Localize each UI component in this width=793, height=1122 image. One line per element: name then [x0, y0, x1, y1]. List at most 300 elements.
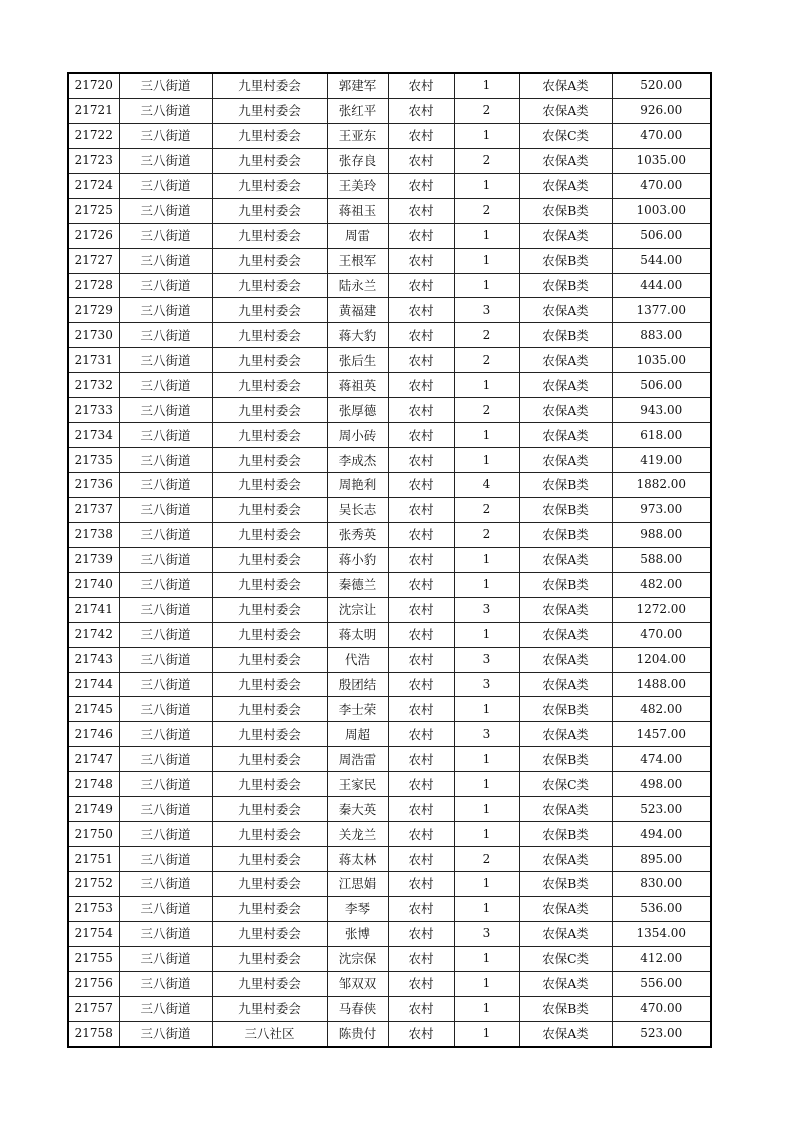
record-id-cell: 21738: [68, 522, 119, 547]
insurance-category-cell: 农保A类: [519, 73, 612, 98]
household-count-cell: 2: [454, 522, 519, 547]
record-id-cell: 21728: [68, 273, 119, 298]
committee-cell: 九里村委会: [212, 772, 327, 797]
table-row: [68, 622, 711, 647]
household-count-cell: 2: [454, 847, 519, 872]
household-count-cell: 1: [454, 971, 519, 996]
insurance-category-cell: 农保A类: [519, 148, 612, 173]
amount-cell: 1204.00: [612, 647, 711, 672]
area-type-cell: 农村: [388, 522, 454, 547]
record-id-cell: 21746: [68, 722, 119, 747]
insurance-category-cell: 农保A类: [519, 647, 612, 672]
insurance-category-cell: 农保A类: [519, 173, 612, 198]
table-row: [68, 747, 711, 772]
person-name-cell: 殷团结: [327, 672, 388, 697]
table-row: [68, 921, 711, 946]
area-type-cell: 农村: [388, 597, 454, 622]
insurance-category-cell: 农保B类: [519, 273, 612, 298]
person-name-cell: 王根军: [327, 248, 388, 273]
person-name-cell: 张存良: [327, 148, 388, 173]
record-id-cell: 21727: [68, 248, 119, 273]
amount-cell: 943.00: [612, 398, 711, 423]
area-type-cell: 农村: [388, 797, 454, 822]
committee-cell: 九里村委会: [212, 423, 327, 448]
committee-cell: 九里村委会: [212, 323, 327, 348]
table-row: [68, 348, 711, 373]
table-row: [68, 123, 711, 148]
household-count-cell: 2: [454, 497, 519, 522]
person-name-cell: 张后生: [327, 348, 388, 373]
household-count-cell: 2: [454, 323, 519, 348]
table-row: [68, 597, 711, 622]
record-id-cell: 21748: [68, 772, 119, 797]
person-name-cell: 蒋太明: [327, 622, 388, 647]
record-id-cell: 21743: [68, 647, 119, 672]
amount-cell: 1354.00: [612, 921, 711, 946]
table-row: [68, 896, 711, 921]
committee-cell: 九里村委会: [212, 348, 327, 373]
area-type-cell: 农村: [388, 497, 454, 522]
household-count-cell: 1: [454, 1021, 519, 1046]
amount-cell: 506.00: [612, 223, 711, 248]
area-type-cell: 农村: [388, 73, 454, 98]
table-row: [68, 722, 711, 747]
household-count-cell: 1: [454, 273, 519, 298]
amount-cell: 1882.00: [612, 473, 711, 498]
amount-cell: 474.00: [612, 747, 711, 772]
street-cell: 三八街道: [119, 1021, 212, 1046]
area-type-cell: 农村: [388, 148, 454, 173]
record-id-cell: 21742: [68, 622, 119, 647]
table-row: [68, 173, 711, 198]
table-row: [68, 822, 711, 847]
household-count-cell: 1: [454, 423, 519, 448]
person-name-cell: 李成杰: [327, 448, 388, 473]
table-row: [68, 672, 711, 697]
person-name-cell: 张红平: [327, 98, 388, 123]
person-name-cell: 张厚德: [327, 398, 388, 423]
person-name-cell: 王美玲: [327, 173, 388, 198]
household-count-cell: 2: [454, 148, 519, 173]
person-name-cell: 黄福建: [327, 298, 388, 323]
person-name-cell: 马春侠: [327, 996, 388, 1021]
household-count-cell: 2: [454, 98, 519, 123]
person-name-cell: 周艳利: [327, 473, 388, 498]
street-cell: 三八街道: [119, 398, 212, 423]
household-count-cell: 1: [454, 173, 519, 198]
street-cell: 三八街道: [119, 647, 212, 672]
table-row: [68, 223, 711, 248]
committee-cell: 九里村委会: [212, 547, 327, 572]
amount-cell: 494.00: [612, 822, 711, 847]
table-row: [68, 423, 711, 448]
area-type-cell: 农村: [388, 547, 454, 572]
committee-cell: 九里村委会: [212, 572, 327, 597]
insurance-category-cell: 农保A类: [519, 1021, 612, 1046]
amount-cell: 444.00: [612, 273, 711, 298]
household-count-cell: 1: [454, 123, 519, 148]
household-count-cell: 1: [454, 73, 519, 98]
street-cell: 三八街道: [119, 996, 212, 1021]
record-id-cell: 21722: [68, 123, 119, 148]
person-name-cell: 秦大英: [327, 797, 388, 822]
table-row: [68, 398, 711, 423]
committee-cell: 九里村委会: [212, 98, 327, 123]
area-type-cell: 农村: [388, 198, 454, 223]
insurance-category-cell: 农保B类: [519, 248, 612, 273]
committee-cell: 九里村委会: [212, 448, 327, 473]
insurance-category-cell: 农保A类: [519, 348, 612, 373]
record-id-cell: 21745: [68, 697, 119, 722]
amount-cell: 520.00: [612, 73, 711, 98]
household-count-cell: 1: [454, 373, 519, 398]
street-cell: 三八街道: [119, 348, 212, 373]
insurance-category-cell: 农保A类: [519, 847, 612, 872]
area-type-cell: 农村: [388, 398, 454, 423]
household-count-cell: 1: [454, 572, 519, 597]
amount-cell: 973.00: [612, 497, 711, 522]
insurance-category-cell: 农保C类: [519, 772, 612, 797]
record-id-cell: 21730: [68, 323, 119, 348]
committee-cell: 九里村委会: [212, 946, 327, 971]
street-cell: 三八街道: [119, 572, 212, 597]
street-cell: 三八街道: [119, 772, 212, 797]
insurance-category-cell: 农保B类: [519, 323, 612, 348]
person-name-cell: 吴长志: [327, 497, 388, 522]
person-name-cell: 沈宗让: [327, 597, 388, 622]
committee-cell: 九里村委会: [212, 896, 327, 921]
street-cell: 三八街道: [119, 323, 212, 348]
street-cell: 三八街道: [119, 672, 212, 697]
household-count-cell: 1: [454, 622, 519, 647]
amount-cell: 470.00: [612, 123, 711, 148]
insurance-category-cell: 农保A类: [519, 896, 612, 921]
insurance-category-cell: 农保C类: [519, 123, 612, 148]
area-type-cell: 农村: [388, 847, 454, 872]
record-id-cell: 21751: [68, 847, 119, 872]
committee-cell: 九里村委会: [212, 123, 327, 148]
committee-cell: 九里村委会: [212, 797, 327, 822]
table-row: [68, 98, 711, 123]
household-count-cell: 1: [454, 797, 519, 822]
household-count-cell: 1: [454, 872, 519, 897]
person-name-cell: 陆永兰: [327, 273, 388, 298]
street-cell: 三八街道: [119, 747, 212, 772]
street-cell: 三八街道: [119, 797, 212, 822]
person-name-cell: 陈贵付: [327, 1021, 388, 1046]
amount-cell: 523.00: [612, 1021, 711, 1046]
street-cell: 三八街道: [119, 896, 212, 921]
insurance-category-cell: 农保B类: [519, 747, 612, 772]
amount-cell: 544.00: [612, 248, 711, 273]
amount-cell: 506.00: [612, 373, 711, 398]
household-count-cell: 1: [454, 946, 519, 971]
person-name-cell: 蒋祖英: [327, 373, 388, 398]
amount-cell: 1377.00: [612, 298, 711, 323]
record-id-cell: 21758: [68, 1021, 119, 1046]
area-type-cell: 农村: [388, 223, 454, 248]
area-type-cell: 农村: [388, 173, 454, 198]
person-name-cell: 蒋大豹: [327, 323, 388, 348]
amount-cell: 482.00: [612, 572, 711, 597]
insurance-category-cell: 农保B类: [519, 522, 612, 547]
area-type-cell: 农村: [388, 473, 454, 498]
insurance-category-cell: 农保A类: [519, 971, 612, 996]
table-row: [68, 73, 711, 98]
household-count-cell: 1: [454, 772, 519, 797]
amount-cell: 419.00: [612, 448, 711, 473]
person-name-cell: 李琴: [327, 896, 388, 921]
committee-cell: 九里村委会: [212, 996, 327, 1021]
table-row: [68, 273, 711, 298]
household-count-cell: 3: [454, 298, 519, 323]
table-row: [68, 847, 711, 872]
insurance-category-cell: 农保A类: [519, 223, 612, 248]
area-type-cell: 农村: [388, 647, 454, 672]
record-id-cell: 21726: [68, 223, 119, 248]
insurance-category-cell: 农保B类: [519, 996, 612, 1021]
table-row: [68, 298, 711, 323]
committee-cell: 九里村委会: [212, 622, 327, 647]
area-type-cell: 农村: [388, 822, 454, 847]
table-row: [68, 473, 711, 498]
street-cell: 三八街道: [119, 473, 212, 498]
household-count-cell: 1: [454, 697, 519, 722]
table-row: [68, 697, 711, 722]
area-type-cell: 农村: [388, 971, 454, 996]
record-id-cell: 21723: [68, 148, 119, 173]
person-name-cell: 江思娟: [327, 872, 388, 897]
person-name-cell: 周雷: [327, 223, 388, 248]
record-id-cell: 21754: [68, 921, 119, 946]
area-type-cell: 农村: [388, 248, 454, 273]
insurance-category-cell: 农保A类: [519, 672, 612, 697]
committee-cell: 九里村委会: [212, 373, 327, 398]
area-type-cell: 农村: [388, 772, 454, 797]
amount-cell: 588.00: [612, 547, 711, 572]
insurance-category-cell: 农保B类: [519, 697, 612, 722]
table-row: [68, 772, 711, 797]
committee-cell: 九里村委会: [212, 398, 327, 423]
table-row: [68, 996, 711, 1021]
area-type-cell: 农村: [388, 697, 454, 722]
committee-cell: 九里村委会: [212, 672, 327, 697]
committee-cell: 九里村委会: [212, 872, 327, 897]
area-type-cell: 农村: [388, 872, 454, 897]
person-name-cell: 张博: [327, 921, 388, 946]
area-type-cell: 农村: [388, 448, 454, 473]
amount-cell: 926.00: [612, 98, 711, 123]
person-name-cell: 张秀英: [327, 522, 388, 547]
area-type-cell: 农村: [388, 323, 454, 348]
area-type-cell: 农村: [388, 946, 454, 971]
street-cell: 三八街道: [119, 971, 212, 996]
street-cell: 三八街道: [119, 597, 212, 622]
table-row: [68, 572, 711, 597]
household-count-cell: 2: [454, 348, 519, 373]
table-row: [68, 198, 711, 223]
street-cell: 三八街道: [119, 198, 212, 223]
street-cell: 三八街道: [119, 248, 212, 273]
street-cell: 三八街道: [119, 497, 212, 522]
table-row: [68, 872, 711, 897]
insurance-category-cell: 农保A类: [519, 423, 612, 448]
person-name-cell: 蒋祖玉: [327, 198, 388, 223]
household-count-cell: 2: [454, 398, 519, 423]
household-count-cell: 1: [454, 996, 519, 1021]
committee-cell: 九里村委会: [212, 223, 327, 248]
insurance-category-cell: 农保A类: [519, 547, 612, 572]
area-type-cell: 农村: [388, 672, 454, 697]
committee-cell: 九里村委会: [212, 248, 327, 273]
person-name-cell: 秦德兰: [327, 572, 388, 597]
area-type-cell: 农村: [388, 348, 454, 373]
insurance-category-cell: 农保A类: [519, 797, 612, 822]
street-cell: 三八街道: [119, 448, 212, 473]
amount-cell: 1035.00: [612, 348, 711, 373]
committee-cell: 九里村委会: [212, 597, 327, 622]
table-row: [68, 797, 711, 822]
table-row: [68, 522, 711, 547]
table-row: [68, 373, 711, 398]
record-id-cell: 21753: [68, 896, 119, 921]
record-id-cell: 21733: [68, 398, 119, 423]
person-name-cell: 王亚东: [327, 123, 388, 148]
insurance-category-cell: 农保A类: [519, 448, 612, 473]
table-row: [68, 248, 711, 273]
area-type-cell: 农村: [388, 921, 454, 946]
amount-cell: 618.00: [612, 423, 711, 448]
table-row: [68, 148, 711, 173]
record-id-cell: 21734: [68, 423, 119, 448]
person-name-cell: 代浩: [327, 647, 388, 672]
area-type-cell: 农村: [388, 722, 454, 747]
person-name-cell: 郭建军: [327, 73, 388, 98]
household-count-cell: 1: [454, 747, 519, 772]
insurance-category-cell: 农保A类: [519, 921, 612, 946]
street-cell: 三八街道: [119, 423, 212, 448]
household-count-cell: 1: [454, 448, 519, 473]
street-cell: 三八街道: [119, 872, 212, 897]
amount-cell: 830.00: [612, 872, 711, 897]
committee-cell: 九里村委会: [212, 497, 327, 522]
record-id-cell: 21735: [68, 448, 119, 473]
amount-cell: 1003.00: [612, 198, 711, 223]
committee-cell: 九里村委会: [212, 198, 327, 223]
amount-cell: 988.00: [612, 522, 711, 547]
table-body: [68, 73, 711, 1047]
amount-cell: 523.00: [612, 797, 711, 822]
insurance-category-cell: 农保A类: [519, 622, 612, 647]
committee-cell: 九里村委会: [212, 747, 327, 772]
record-id-cell: 21739: [68, 547, 119, 572]
area-type-cell: 农村: [388, 572, 454, 597]
table-row: [68, 547, 711, 572]
street-cell: 三八街道: [119, 223, 212, 248]
committee-cell: 九里村委会: [212, 822, 327, 847]
person-name-cell: 邹双双: [327, 971, 388, 996]
insurance-category-cell: 农保B类: [519, 572, 612, 597]
insurance-category-cell: 农保A类: [519, 722, 612, 747]
committee-cell: 九里村委会: [212, 148, 327, 173]
person-name-cell: 沈宗保: [327, 946, 388, 971]
committee-cell: 九里村委会: [212, 847, 327, 872]
area-type-cell: 农村: [388, 423, 454, 448]
insurance-category-cell: 农保A类: [519, 98, 612, 123]
street-cell: 三八街道: [119, 273, 212, 298]
record-id-cell: 21725: [68, 198, 119, 223]
area-type-cell: 农村: [388, 373, 454, 398]
insurance-category-cell: 农保B类: [519, 198, 612, 223]
record-id-cell: 21741: [68, 597, 119, 622]
household-count-cell: 4: [454, 473, 519, 498]
street-cell: 三八街道: [119, 946, 212, 971]
person-name-cell: 王家民: [327, 772, 388, 797]
committee-cell: 九里村委会: [212, 173, 327, 198]
record-id-cell: 21736: [68, 473, 119, 498]
insurance-category-cell: 农保B类: [519, 473, 612, 498]
street-cell: 三八街道: [119, 547, 212, 572]
amount-cell: 1272.00: [612, 597, 711, 622]
household-count-cell: 3: [454, 597, 519, 622]
person-name-cell: 蒋小豹: [327, 547, 388, 572]
household-count-cell: 2: [454, 198, 519, 223]
insurance-category-cell: 农保B类: [519, 872, 612, 897]
table-row: [68, 971, 711, 996]
committee-cell: 九里村委会: [212, 473, 327, 498]
insurance-category-cell: 农保A类: [519, 373, 612, 398]
area-type-cell: 农村: [388, 298, 454, 323]
record-id-cell: 21729: [68, 298, 119, 323]
committee-cell: 九里村委会: [212, 722, 327, 747]
committee-cell: 九里村委会: [212, 273, 327, 298]
insurance-category-cell: 农保B类: [519, 497, 612, 522]
area-type-cell: 农村: [388, 996, 454, 1021]
amount-cell: 470.00: [612, 173, 711, 198]
amount-cell: 1457.00: [612, 722, 711, 747]
committee-cell: 九里村委会: [212, 298, 327, 323]
record-id-cell: 21740: [68, 572, 119, 597]
person-name-cell: 李士荣: [327, 697, 388, 722]
record-id-cell: 21752: [68, 872, 119, 897]
record-id-cell: 21755: [68, 946, 119, 971]
committee-cell: 九里村委会: [212, 921, 327, 946]
table-row: [68, 497, 711, 522]
amount-cell: 1035.00: [612, 148, 711, 173]
record-id-cell: 21749: [68, 797, 119, 822]
record-id-cell: 21724: [68, 173, 119, 198]
table-row: [68, 1021, 711, 1046]
record-id-cell: 21737: [68, 497, 119, 522]
street-cell: 三八街道: [119, 98, 212, 123]
street-cell: 三八街道: [119, 722, 212, 747]
record-id-cell: 21732: [68, 373, 119, 398]
amount-cell: 883.00: [612, 323, 711, 348]
household-count-cell: 1: [454, 248, 519, 273]
person-name-cell: 蒋太林: [327, 847, 388, 872]
insurance-category-cell: 农保A类: [519, 597, 612, 622]
record-id-cell: 21756: [68, 971, 119, 996]
area-type-cell: 农村: [388, 747, 454, 772]
person-name-cell: 关龙兰: [327, 822, 388, 847]
committee-cell: 九里村委会: [212, 647, 327, 672]
record-id-cell: 21731: [68, 348, 119, 373]
street-cell: 三八街道: [119, 73, 212, 98]
insurance-category-cell: 农保B类: [519, 822, 612, 847]
committee-cell: 九里村委会: [212, 971, 327, 996]
household-count-cell: 3: [454, 921, 519, 946]
record-id-cell: 21750: [68, 822, 119, 847]
